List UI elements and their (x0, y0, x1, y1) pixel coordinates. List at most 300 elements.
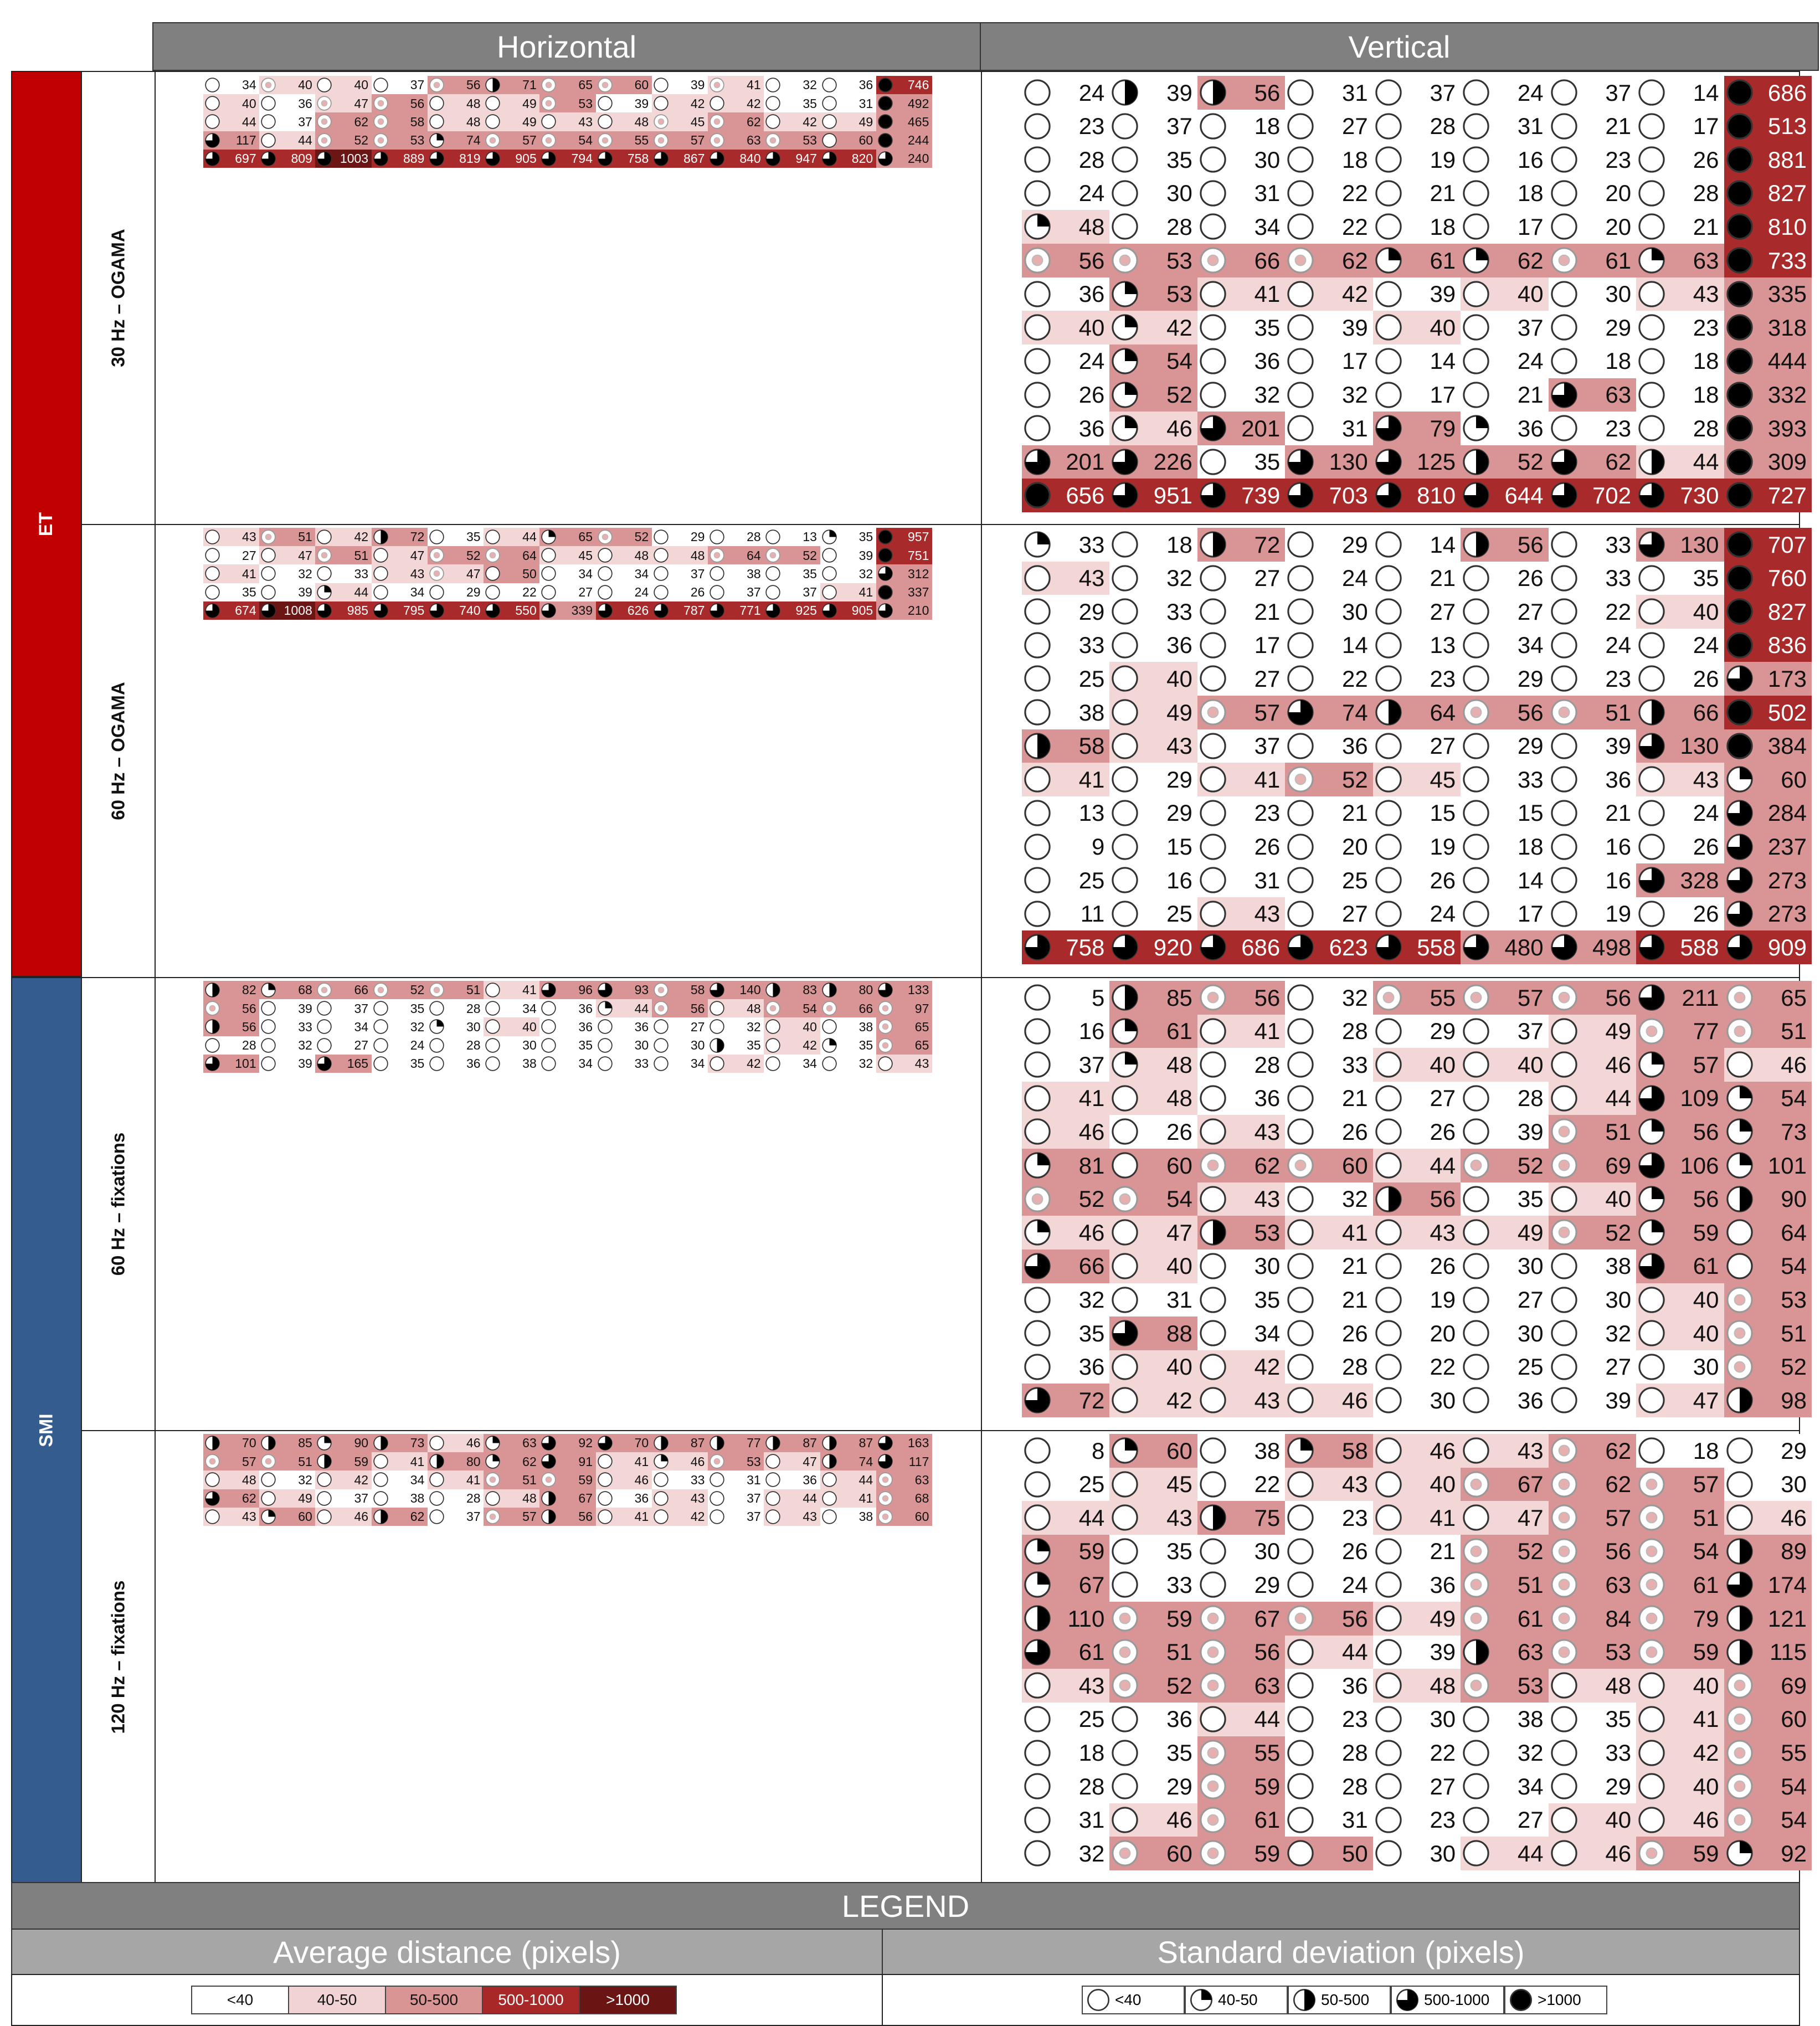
sd-icon (1637, 698, 1666, 727)
avg-distance-value: 53 (1166, 281, 1192, 307)
avg-distance-value: 36 (1430, 1572, 1456, 1598)
table-cell (1636, 595, 1724, 629)
table-cell (1285, 1115, 1373, 1149)
table-cell (1285, 629, 1373, 662)
table-cell (1197, 1384, 1286, 1417)
sd-icon (653, 547, 669, 563)
table-cell (764, 601, 820, 620)
table-cell (1549, 1048, 1637, 1082)
sd-icon (1286, 313, 1315, 342)
table-cell (484, 528, 540, 547)
avg-distance-value: 18 (1517, 180, 1544, 207)
sd-icon (597, 1490, 613, 1506)
avg-distance-value: 52 (1605, 1219, 1632, 1246)
sd-icon (1023, 1436, 1052, 1465)
table-cell (1373, 344, 1461, 378)
avg-distance-value: 42 (803, 1037, 817, 1052)
table-cell (1724, 110, 1812, 143)
table-cell (1461, 729, 1549, 763)
sd-icon (1110, 899, 1139, 928)
sd-icon (1286, 1537, 1315, 1566)
avg-distance-value: 18 (1166, 531, 1192, 558)
table-cell (1461, 412, 1549, 445)
avg-distance-value: 87 (803, 1436, 817, 1451)
sd-icon (1637, 1470, 1666, 1499)
sd-icon (1462, 1117, 1490, 1146)
avg-distance-value: 48 (1166, 1085, 1192, 1112)
avg-distance-value: 24 (1517, 79, 1544, 106)
sd-icon (1199, 933, 1227, 961)
sd-icon (1023, 1353, 1052, 1381)
table-cell (1549, 696, 1637, 729)
avg-distance-value: 39 (858, 548, 873, 563)
table-cell (1022, 729, 1110, 763)
avg-distance-value: 707 (1767, 531, 1807, 558)
sd-icon (373, 565, 389, 582)
table-cell (1636, 1501, 1724, 1535)
table-cell (203, 131, 260, 150)
sd-icon (429, 1435, 445, 1451)
avg-distance-value: 702 (1592, 482, 1632, 508)
avg-distance-value: 760 (1767, 565, 1807, 592)
sd-icon (485, 529, 501, 545)
avg-distance-value: 24 (1517, 348, 1544, 374)
avg-distance-value: 106 (1680, 1152, 1719, 1179)
sd-icon (877, 132, 893, 148)
table-cell (315, 1508, 372, 1526)
avg-distance-value: 43 (1342, 1471, 1368, 1498)
sd-icon (1199, 280, 1227, 308)
sd-icon (1199, 313, 1227, 342)
table-cell (1549, 1350, 1637, 1384)
avg-distance-value: 44 (634, 1001, 649, 1016)
table-cell (1461, 244, 1549, 277)
table-cell (1461, 562, 1549, 595)
sd-icon (1374, 732, 1403, 760)
sd-icon (541, 95, 557, 111)
table-smi-120-h (203, 1434, 932, 1526)
sd-icon (1110, 313, 1139, 342)
sd-icon (1110, 1537, 1139, 1566)
sd-icon (1110, 1050, 1139, 1079)
avg-distance-value: 60 (1781, 1706, 1807, 1732)
avg-distance-value: 33 (1166, 598, 1192, 625)
avg-distance-value: 61 (1693, 1253, 1719, 1279)
avg-distance-value: 84 (1605, 1605, 1632, 1632)
avg-distance-value: 42 (690, 1509, 705, 1524)
avg-distance-value: 44 (1605, 1085, 1632, 1112)
table-cell (1724, 1602, 1812, 1636)
sd-icon (1637, 414, 1666, 443)
sd-icon (541, 114, 557, 130)
sd-icon (541, 151, 557, 167)
table-cell (820, 1055, 877, 1073)
table-cell (820, 1470, 877, 1489)
sd-icon (877, 1490, 893, 1506)
avg-distance-value: 58 (1342, 1437, 1368, 1464)
sd-icon (1374, 1705, 1403, 1734)
sd-icon (1023, 1503, 1052, 1532)
table-cell (708, 1055, 764, 1073)
sd-icon (1199, 1638, 1227, 1667)
avg-distance-value: 68 (298, 983, 312, 997)
table-cell (876, 131, 933, 150)
sd-icon (1374, 1739, 1403, 1767)
avg-distance-value: 53 (1517, 1672, 1544, 1699)
sd-icon (1462, 112, 1490, 141)
table-cell (1549, 1703, 1637, 1736)
sd-icon (316, 584, 332, 600)
avg-distance-value: 31 (1078, 1807, 1105, 1833)
table-cell (203, 528, 260, 547)
avg-distance-value: 130 (1680, 733, 1719, 759)
table-cell (1549, 629, 1637, 662)
sd-icon (1374, 1017, 1403, 1046)
avg-distance-value: 31 (858, 96, 873, 111)
sd-icon (1462, 899, 1490, 928)
table-cell (1373, 479, 1461, 512)
avg-distance-value: 15 (1517, 800, 1544, 826)
table-cell (1724, 1803, 1812, 1837)
sd-icon (765, 1019, 781, 1035)
avg-distance-value: 109 (1680, 1085, 1719, 1112)
avg-distance-value: 61 (1078, 1639, 1105, 1665)
avg-distance-value: 498 (1592, 934, 1632, 960)
avg-distance-value: 29 (1605, 1773, 1632, 1799)
table-cell (1109, 177, 1197, 210)
avg-distance-value: 37 (298, 114, 312, 129)
avg-distance-value: 15 (1430, 800, 1456, 826)
sd-icon (1462, 1705, 1490, 1734)
sd-icon (877, 1000, 893, 1016)
sd-icon (765, 1453, 781, 1469)
table-cell (1724, 1048, 1812, 1082)
avg-distance-value: 34 (1254, 1320, 1281, 1346)
table-cell (315, 999, 372, 1018)
sd-icon (260, 95, 276, 111)
sd-icon (1110, 347, 1139, 376)
sd-icon (260, 982, 276, 998)
sd-icon (485, 151, 501, 167)
avg-distance-value: 27 (354, 1037, 369, 1052)
sd-icon (1550, 414, 1579, 443)
table-cell (259, 112, 316, 131)
table-cell (1724, 412, 1812, 445)
avg-distance-value: 37 (1517, 1018, 1544, 1045)
avg-distance-value: 53 (1254, 1219, 1281, 1246)
avg-distance-value: 32 (1517, 1740, 1544, 1766)
table-cell (1022, 445, 1110, 479)
table-cell (1636, 76, 1724, 110)
avg-distance-value: 27 (1605, 1354, 1632, 1380)
table-cell (1724, 1535, 1812, 1569)
avg-distance-value: 121 (1767, 1605, 1807, 1632)
sd-icon (1462, 280, 1490, 308)
sd-icon (653, 1037, 669, 1053)
sd-icon (1374, 983, 1403, 1012)
sd-icon (1023, 1570, 1052, 1599)
avg-distance-value: 38 (858, 1019, 873, 1034)
sd-icon (429, 114, 445, 130)
table-cell (1461, 863, 1549, 897)
avg-distance-value: 21 (1430, 180, 1456, 207)
avg-distance-value: 42 (354, 1472, 369, 1487)
sd-icon (1199, 1806, 1227, 1834)
table-cell (596, 1036, 652, 1055)
sd-icon (1110, 1503, 1139, 1532)
table-cell (315, 1017, 372, 1036)
table-cell (1549, 445, 1637, 479)
table-cell (1724, 1216, 1812, 1249)
table-cell (1197, 981, 1286, 1015)
table-cell (708, 150, 764, 168)
sd-icon (1725, 698, 1754, 727)
avg-distance-value: 73 (410, 1436, 425, 1451)
table-cell (428, 601, 484, 620)
avg-distance-value: 56 (1693, 1119, 1719, 1145)
avg-distance-value: 68 (914, 1490, 929, 1505)
sd-icon (1199, 179, 1227, 208)
avg-distance-value: 23 (1605, 146, 1632, 173)
table-cell (1724, 930, 1812, 964)
avg-distance-value: 32 (803, 78, 817, 92)
avg-distance-value: 21 (1342, 1253, 1368, 1279)
table-cell (259, 1036, 316, 1055)
table-cell (1285, 1350, 1373, 1384)
avg-distance-value: 273 (1767, 901, 1807, 927)
table-cell (708, 1489, 764, 1508)
avg-distance-value: 827 (1767, 180, 1807, 207)
sd-icon (1725, 631, 1754, 660)
table-cell (1373, 763, 1461, 796)
avg-distance-value: 43 (1166, 733, 1192, 759)
avg-distance-value: 24 (1693, 632, 1719, 659)
table-cell (1022, 311, 1110, 344)
table-cell (259, 76, 316, 95)
sd-icon (1374, 933, 1403, 961)
avg-distance-value: 686 (1767, 79, 1807, 106)
avg-distance-value: 42 (1254, 1354, 1281, 1380)
sd-icon (1725, 866, 1754, 894)
sd-icon (765, 1037, 781, 1053)
avg-distance-value: 47 (298, 548, 312, 563)
sd-icon (709, 95, 725, 111)
sd-icon (1199, 1537, 1227, 1566)
sd-icon (1110, 1470, 1139, 1499)
avg-distance-value: 40 (1166, 666, 1192, 692)
avg-distance-value: 58 (410, 114, 425, 129)
avg-distance-value: 43 (242, 529, 256, 544)
sd-icon (1286, 1638, 1315, 1667)
avg-distance-value: 48 (634, 114, 649, 129)
table-cell (1109, 562, 1197, 595)
sd-icon (1374, 246, 1403, 275)
sd-icon (1725, 1017, 1754, 1046)
table-cell (820, 981, 877, 1000)
avg-distance-value: 28 (242, 1037, 256, 1052)
avg-distance-value: 697 (235, 151, 256, 166)
sd-icon (765, 1472, 781, 1488)
table-cell (764, 112, 820, 131)
avg-distance-value: 62 (747, 114, 761, 129)
sd-icon (260, 584, 276, 600)
avg-distance-value: 46 (1605, 1051, 1632, 1078)
table-cell (1373, 1283, 1461, 1317)
avg-distance-value: 25 (1078, 1706, 1105, 1732)
table-cell (1461, 763, 1549, 796)
table-cell (539, 76, 596, 95)
sd-icon (1725, 1353, 1754, 1381)
legend-sd-label: >1000 (1538, 1991, 1581, 2008)
sd-icon (653, 603, 669, 619)
sd-icon (485, 1019, 501, 1035)
table-cell (1636, 1770, 1724, 1803)
avg-distance-value: 49 (522, 96, 537, 111)
table-cell (1197, 1837, 1286, 1870)
avg-distance-value: 21 (1430, 565, 1456, 592)
sd-icon (1374, 481, 1403, 510)
avg-distance-value: 66 (858, 1001, 873, 1016)
table-cell (1285, 930, 1373, 964)
sd-icon (1199, 899, 1227, 928)
avg-distance-value: 40 (1166, 1354, 1192, 1380)
avg-distance-value: 39 (1342, 314, 1368, 341)
sd-icon (709, 1037, 725, 1053)
avg-distance-value: 40 (1693, 1287, 1719, 1313)
sd-icon (653, 982, 669, 998)
sd-icon (1550, 1285, 1579, 1314)
avg-distance-value: 87 (690, 1436, 705, 1451)
sd-icon (1725, 1739, 1754, 1767)
avg-distance-value: 244 (908, 132, 929, 147)
table-cell (1109, 277, 1197, 311)
table-cell (1724, 311, 1812, 344)
table-cell (1022, 479, 1110, 512)
legend-avg-swatch: 40-50 (288, 1986, 386, 2014)
avg-distance-value: 64 (1781, 1219, 1807, 1246)
sd-icon (1637, 78, 1666, 107)
table-cell (1549, 1568, 1637, 1602)
sd-icon (1637, 179, 1666, 208)
sd-icon (1199, 799, 1227, 827)
sd-icon (1462, 145, 1490, 174)
table-cell (1724, 863, 1812, 897)
sd-icon (1023, 112, 1052, 141)
avg-distance-value: 46 (1078, 1219, 1105, 1246)
table-cell (1461, 528, 1549, 562)
sd-icon (821, 565, 837, 582)
sd-icon (1637, 313, 1666, 342)
sd-icon (485, 1435, 501, 1451)
sd-icon (597, 529, 613, 545)
sd-icon (709, 529, 725, 545)
table-cell (820, 131, 877, 150)
sd-icon (1286, 1319, 1315, 1348)
table-cell (315, 583, 372, 602)
avg-distance-value: 52 (410, 983, 425, 997)
table-cell (1724, 1249, 1812, 1283)
sd-icon (1374, 145, 1403, 174)
sd-icon (1374, 1252, 1403, 1281)
table-cell (820, 1452, 877, 1471)
sd-icon (1550, 564, 1579, 593)
avg-distance-value: 38 (522, 1056, 537, 1071)
table-cell (876, 981, 933, 1000)
avg-distance-value: 46 (1781, 1504, 1807, 1531)
avg-distance-value: 59 (1693, 1639, 1719, 1665)
avg-distance-value: 46 (354, 1509, 369, 1524)
sd-icon (1637, 732, 1666, 760)
table-cell (1373, 1703, 1461, 1736)
avg-distance-value: 29 (1517, 733, 1544, 759)
avg-distance-value: 40 (1517, 1051, 1544, 1078)
avg-distance-value: 54 (1693, 1538, 1719, 1565)
sd-icon (877, 982, 893, 998)
sd-icon (653, 1435, 669, 1451)
sd-icon (1199, 1739, 1227, 1767)
avg-distance-value: 37 (747, 1509, 761, 1524)
table-cell (708, 583, 764, 602)
table-cell (652, 1036, 708, 1055)
avg-distance-value: 61 (1605, 247, 1632, 274)
table-cell (708, 546, 764, 565)
avg-distance-value: 35 (858, 1037, 873, 1052)
table-cell (652, 1434, 708, 1453)
avg-distance-value: 14 (1342, 632, 1368, 659)
table-cell (1022, 1216, 1110, 1249)
sd-icon (1637, 1705, 1666, 1734)
sd-icon (1462, 983, 1490, 1012)
table-cell (484, 981, 540, 1000)
table-cell (1461, 344, 1549, 378)
sd-icon (1023, 448, 1052, 476)
avg-distance-value: 43 (1254, 1186, 1281, 1212)
avg-distance-value: 35 (803, 96, 817, 111)
table-cell (1636, 1837, 1724, 1870)
table-cell (1549, 1283, 1637, 1317)
sd-icon (373, 1056, 389, 1072)
table-cell (1373, 897, 1461, 931)
avg-distance-value: 29 (1166, 766, 1192, 793)
table-cell (1636, 445, 1724, 479)
table-cell (764, 981, 820, 1000)
table-cell (1461, 1770, 1549, 1803)
sd-icon (1725, 212, 1754, 241)
table-cell (596, 981, 652, 1000)
sd-icon (1550, 1218, 1579, 1247)
sd-icon (1286, 1503, 1315, 1532)
table-cell (1373, 629, 1461, 662)
table-cell (1636, 729, 1724, 763)
sd-icon (260, 1000, 276, 1016)
table-cell (539, 1489, 596, 1508)
sd-icon (1023, 1739, 1052, 1767)
sd-icon (1550, 145, 1579, 174)
table-cell (372, 1036, 428, 1055)
sd-icon (1462, 1151, 1490, 1180)
sd-icon (1110, 1218, 1139, 1247)
avg-distance-value: 30 (466, 1019, 481, 1034)
table-cell (428, 131, 484, 150)
avg-distance-value: 28 (1078, 1773, 1105, 1799)
table-cell (1022, 1384, 1110, 1417)
avg-distance-value: 85 (1166, 984, 1192, 1011)
table-cell (428, 1508, 484, 1526)
avg-distance-value: 92 (1781, 1840, 1807, 1866)
table-cell (1373, 930, 1461, 964)
sd-icon (541, 529, 557, 545)
table-cell (1285, 528, 1373, 562)
